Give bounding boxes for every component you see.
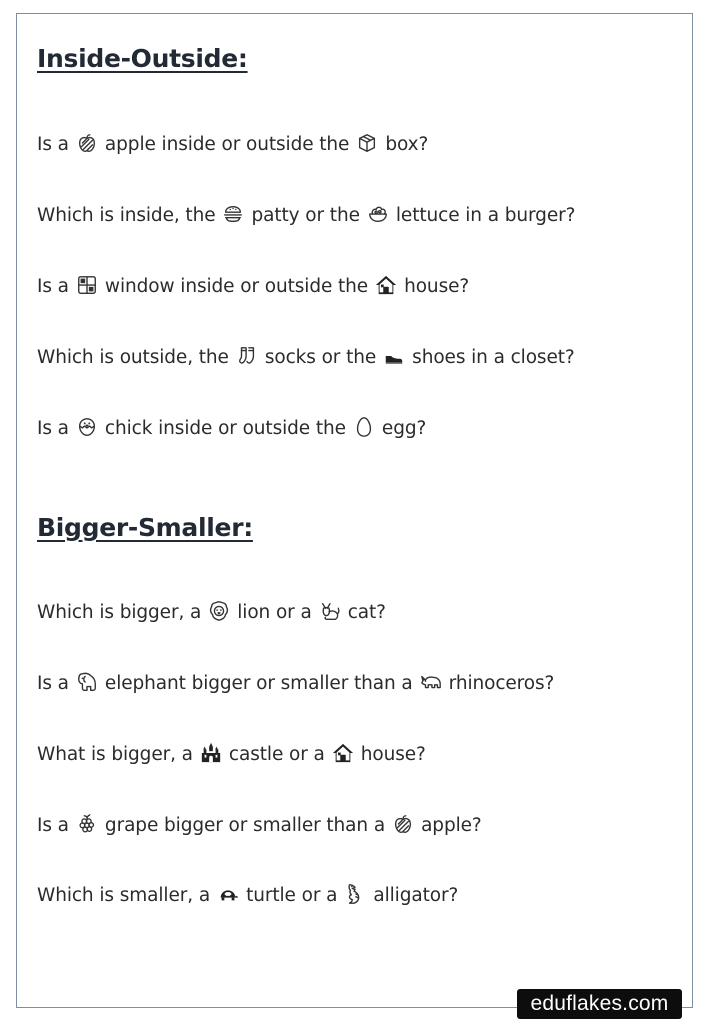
question-row: [37, 671, 554, 697]
house-icon: [375, 274, 397, 296]
question-text: elephant bigger or smaller than a: [104, 673, 413, 694]
question-text: cat?: [347, 602, 386, 623]
question-text: grape bigger or smaller than a: [104, 815, 386, 836]
rhinoceros-icon: [420, 671, 442, 693]
shoe-icon: [383, 345, 405, 367]
house-icon: [332, 742, 354, 764]
question-text: lettuce in a burger?: [395, 205, 576, 226]
question-text: castle or a: [228, 744, 325, 765]
question-text: turtle or a: [246, 885, 338, 906]
question-row: [37, 416, 426, 442]
elephant-icon: [76, 671, 98, 693]
question-row: [37, 274, 469, 300]
question-row: [37, 345, 575, 371]
question-text: What is bigger, a: [37, 744, 193, 765]
question-row: [37, 883, 458, 909]
socks-icon: [236, 345, 258, 367]
window-icon: [76, 274, 98, 296]
question-text: chick inside or outside the: [104, 418, 346, 439]
lion-icon: [208, 600, 230, 622]
question-text: shoes in a closet?: [412, 347, 575, 368]
question-text: house?: [360, 744, 426, 765]
question-text: Is a: [37, 418, 69, 439]
question-text: Which is outside, the: [37, 347, 229, 368]
section-title-inside-outside: Inside-Outside:: [37, 44, 248, 73]
question-text: apple inside or outside the: [104, 134, 350, 155]
question-row: [37, 203, 575, 229]
question-text: window inside or outside the: [104, 276, 369, 297]
box-icon: [356, 132, 378, 154]
egg-icon: [353, 416, 375, 438]
question-row: [37, 813, 482, 839]
chick-icon: [76, 416, 98, 438]
burger-icon: [222, 203, 244, 225]
question-text: apple?: [421, 815, 482, 836]
question-text: socks or the: [264, 347, 377, 368]
question-text: house?: [404, 276, 470, 297]
question-text: Is a: [37, 134, 69, 155]
question-text: Which is smaller, a: [37, 885, 211, 906]
question-text: Which is inside, the: [37, 205, 216, 226]
question-text: Is a: [37, 276, 69, 297]
salad-bowl-icon: [367, 203, 389, 225]
apple-icon: [392, 813, 414, 835]
question-row: [37, 132, 428, 158]
alligator-icon: [344, 883, 366, 905]
question-text: patty or the: [251, 205, 360, 226]
castle-icon: [200, 742, 222, 764]
section-title-bigger-smaller: Bigger-Smaller:: [37, 513, 253, 542]
grapes-icon: [76, 813, 98, 835]
turtle-icon: [217, 883, 239, 905]
question-text: Which is bigger, a: [37, 602, 202, 623]
question-text: egg?: [381, 418, 427, 439]
question-text: lion or a: [237, 602, 312, 623]
question-text: rhinoceros?: [448, 673, 555, 694]
worksheet-page: [16, 13, 693, 1008]
apple-icon: [76, 132, 98, 154]
cat-icon: [319, 600, 341, 622]
question-text: Is a: [37, 673, 69, 694]
question-row: [37, 600, 386, 626]
question-text: box?: [385, 134, 429, 155]
watermark-badge: eduflakes.com: [517, 989, 682, 1019]
question-text: alligator?: [373, 885, 459, 906]
question-row: [37, 742, 426, 768]
question-text: Is a: [37, 815, 69, 836]
